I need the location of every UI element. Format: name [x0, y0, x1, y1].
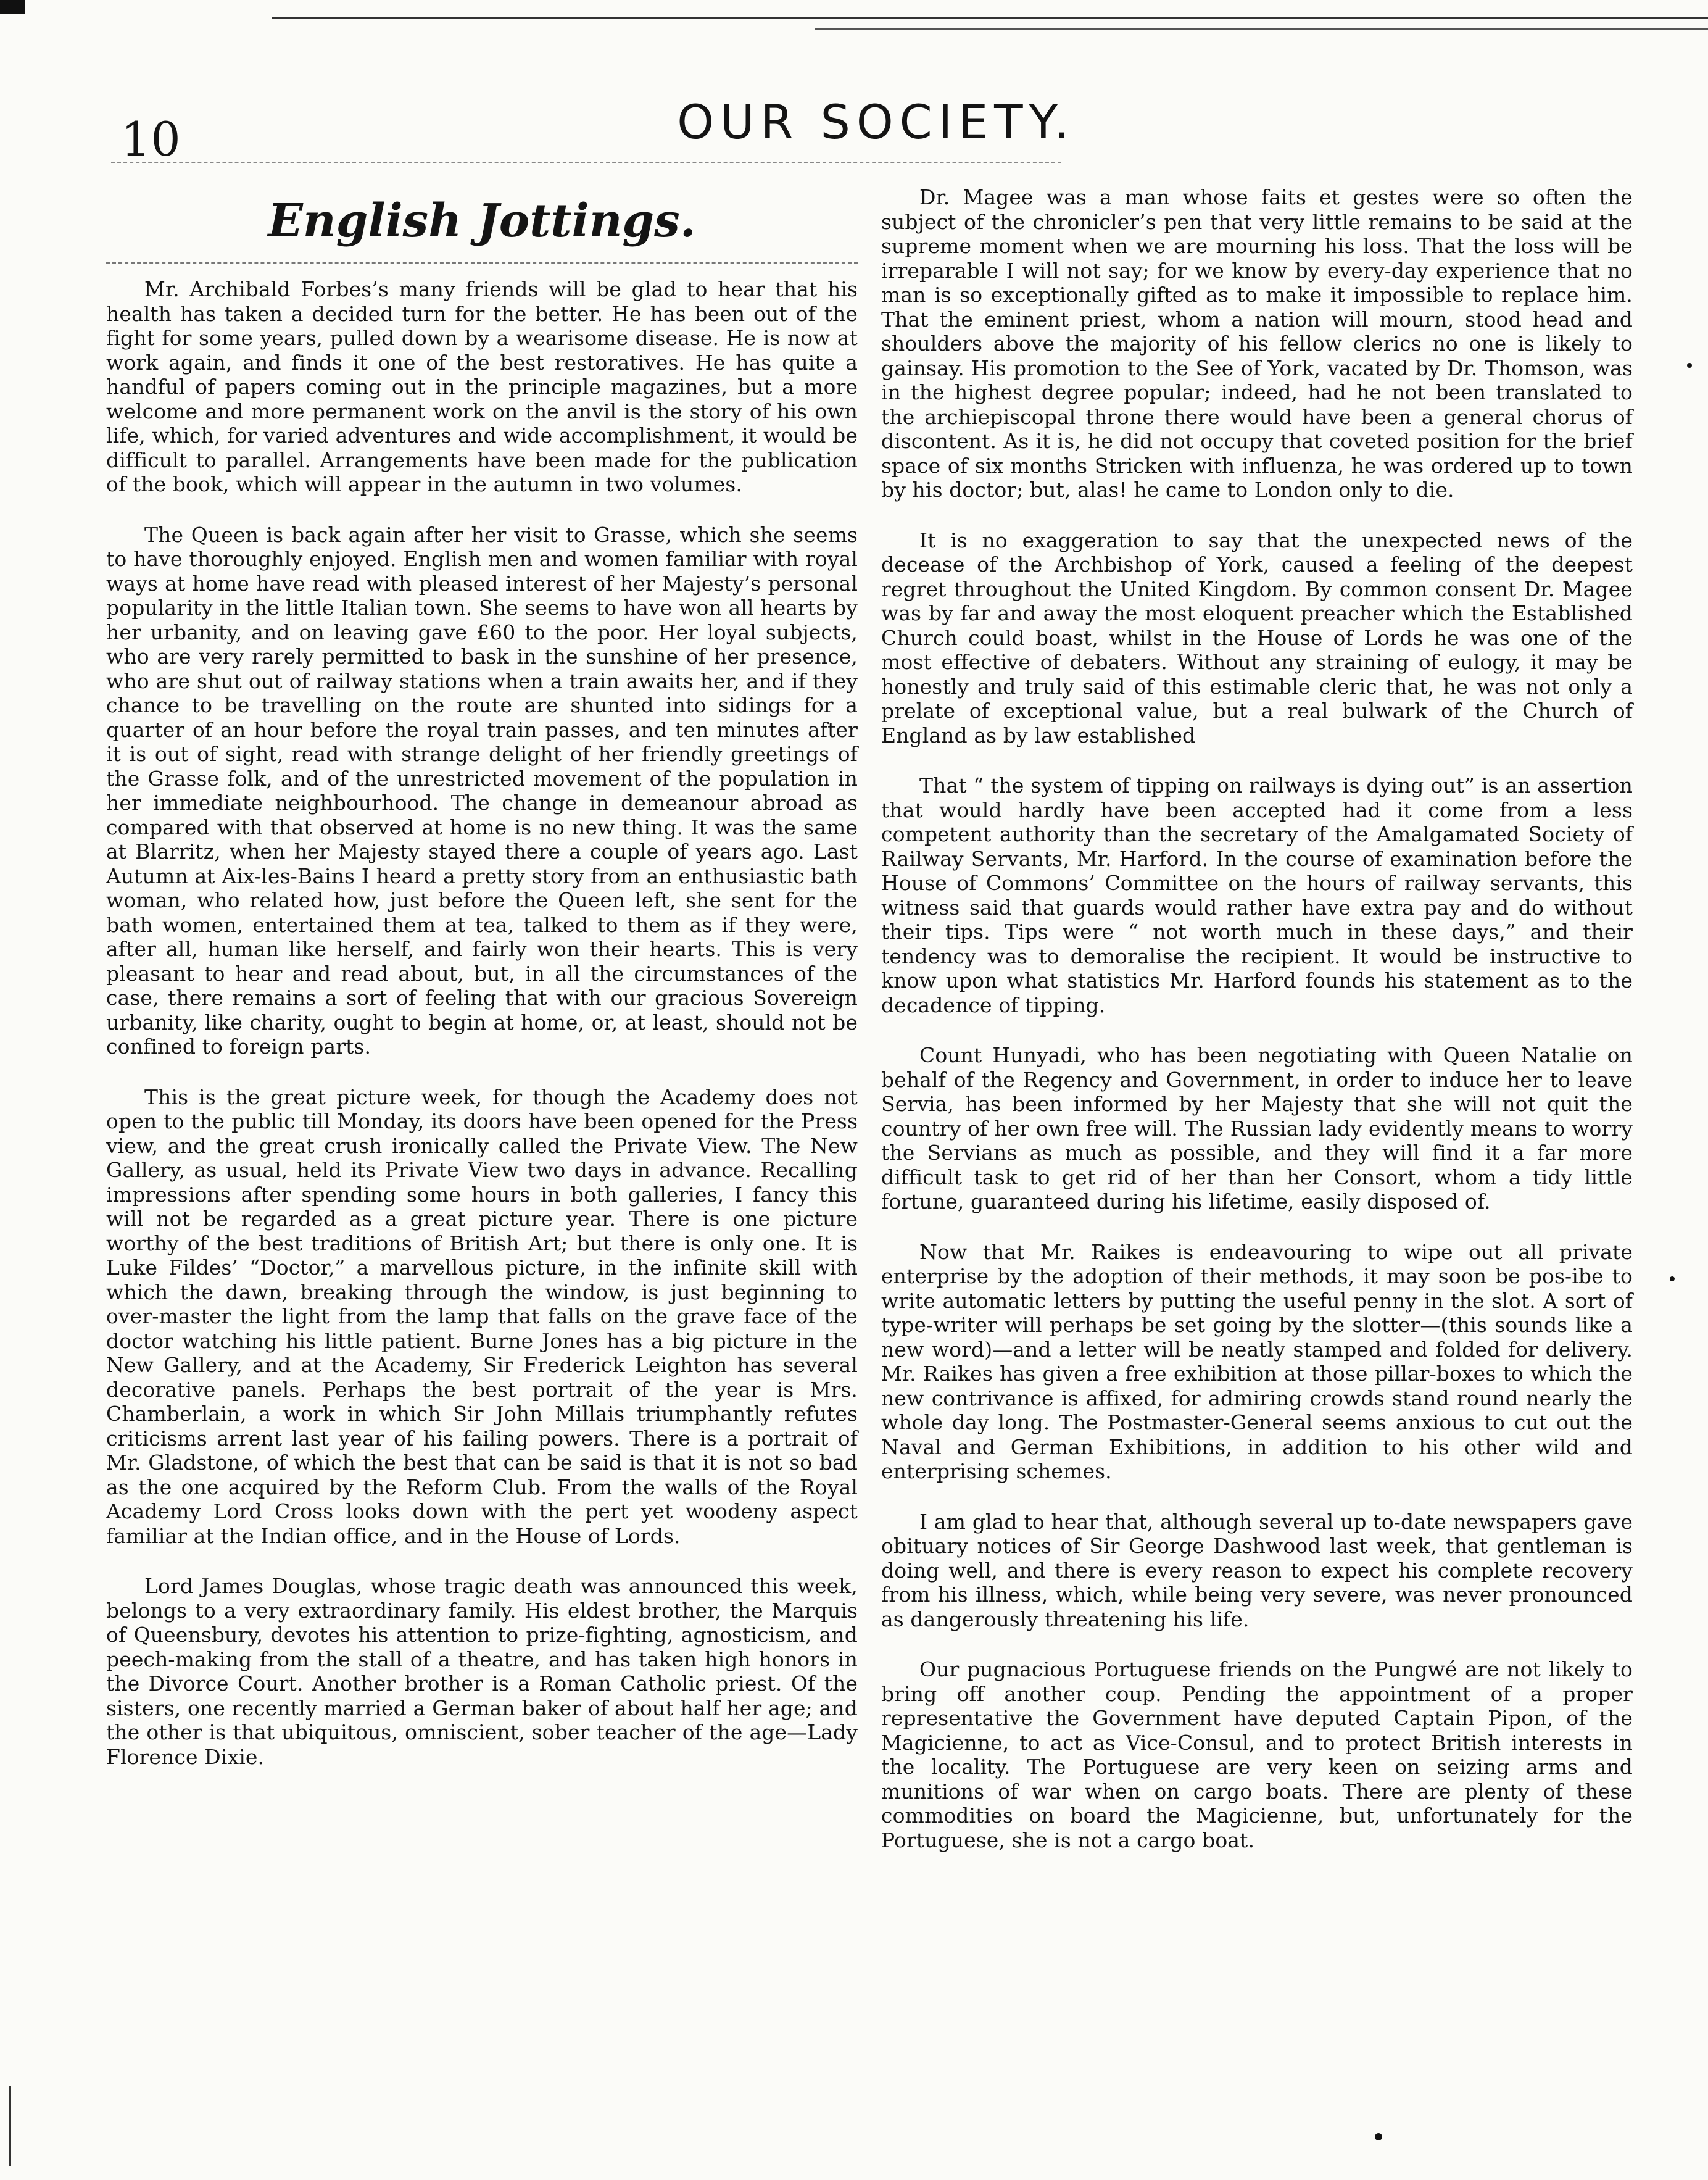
top-rule: [272, 17, 1708, 19]
paragraph: The Queen is back again after her visit to Grasse, which she seems to have thoroughly enjoyed. English men and women familiar with royal ways at home have read with pleased interest of her Majesty’s personal popularity in the little Italian town. She seems to have won all hearts by her urbanity, and on leaving gave £60 to the poor. Her loyal subjects, who are very rarely permitted to bask in the sunshine of her presence, who are shut out of railway stations when a train awaits her, and if they chance to be travelling on the route are shunted into sidings for a quarter of an hour before the royal train passes, and ten minutes after it is out of sight, read with strange delight of her friendly greetings of the Grasse folk, and of the unrestricted movement of the population in her immediate neighbourhood. The change in demeanour abroad as compared with that observed at home is no new thing. It was the same at Blarritz, when her Majesty stayed there a couple of years ago. Last Autumn at Aix-les-Bains I heard a pretty story from an enthusiastic bath woman, who related how, just before the Queen left, she sent for the bath women, entertained them at tea, talked to them as if they were, after all, human like herself, and fairly won their hearts. This is very pleasant to hear and read about, but, in all the circumstances of the case, there remains a sort of feeling that with our gracious Sovereign urbanity, like charity, ought to begin at home, or, at least, should not be confined to foreign parts.: [106, 522, 858, 1059]
paragraph: Lord James Douglas, whose tragic death was announced this week, belongs to a very extraordinary family. His eldest brother, the Marquis of Queensbury, devotes his attention to prize-fighting, agnosticism, and peech-making from the stall of a theatre, and has taken high honors in the Divorce Court. Another brother is a Roman Catholic priest. Of the sisters, one recently married a German baker of about half her age; and the other is that ubiquitous, omniscient, sober teacher of the age—Lady Florence Dixie.: [106, 1574, 858, 1769]
margin-mark: [9, 2086, 11, 2166]
paragraph: It is no exaggeration to say that the unexpected news of the decease of the Archbishop of York, caused a feeling of the deepest regret throughout the United Kingdom. By common consent Dr. Magee was by far and away the most eloquent preacher which the Established Church could boast, whilst in the House of Lords he was one of the most effective of debaters. Without any straining of eulogy, it may be honestly and truly said of this estimable cleric that, he was not only a prelate of exceptional value, but a real bulwark of the Church of England as by law established: [881, 528, 1633, 747]
paragraph: Count Hunyadi, who has been negotiating with Queen Natalie on behalf of the Regency and Government, in order to induce her to leave Servia, has been informed by her Majesty that she will not quit the country of her own free will. The Russian lady evidently means to worry the Servians as much as possible, and they will find it a far more difficult task to get rid of her than her Consort, whom a tidy little fortune, guaranteed during his lifetime, easily disposed of.: [881, 1043, 1633, 1213]
paragraph: That “ the system of tipping on railways is dying out” is an assertion that would hardly have been accepted had it come from a less competent authority than the secretary of the Amalgamated Society of Railway Servants, Mr. Harford. In the course of examination before the House of Commons’ Committee on the hours of railway servants, this witness said that guards would rather have extra pay and do without their tips. Tips were “ not worth much in these days,” and their tendency was to demoralise the recipient. It would be instructive to know upon what statistics Mr. Harford founds his statement as to the decadence of tipping.: [881, 773, 1633, 1017]
paragraph: This is the great picture week, for though the Academy does not open to the public till Monday, its doors have been opened for the Press view, and the great crush ironically called the Private View. The New Gallery, as usual, held its Private View two days in advance. Recalling impressions after spending some hours in both galleries, I fancy this will not be regarded as a great picture year. There is one picture worthy of the best traditions of British Art; but there is only one. It is Luke Fildes’ “Doctor,” a marvellous picture, in the infinite skill with which the dawn, breaking through the window, is just beginning to over-master the light from the lamp that falls on the grave face of the doctor watching his little patient. Burne Jones has a big picture in the New Gallery, and at the Academy, Sir Frederick Leighton has several decorative panels. Perhaps the best portrait of the year is Mrs. Chamberlain, a work in which Sir John Millais triumphantly refutes criticisms arrent last year of his failing powers. There is a portrait of Mr. Gladstone, of which the best that can be said is that it is not so bad as the one acquired by the Reform Club. From the walls of the Royal Academy Lord Cross looks down with the pert yet woodeny aspect familiar at the Indian office, and in the House of Lords.: [106, 1084, 858, 1548]
title-rule: [106, 262, 858, 264]
page-number: 10: [121, 112, 181, 167]
stray-ink-mark: [1687, 363, 1692, 368]
paragraph: Now that Mr. Raikes is endeavouring to wipe out all private enterprise by the adoption of their methods, it may soon be pos-ibe to write automatic letters by putting the useful penny in the slot. A sort of type-writer will perhaps be set going by the slotter—(this sounds like a new word)—and a letter will be neatly stamped and folded for delivery. Mr. Raikes has given a free exhibition at those pillar-boxes to which the new contrivance is affixed, for admiring crowds stand round nearly the whole day long. The Postmaster-General seems anxious to cut out the Naval and German Exhibitions, in addition to his other wild and enterprising schemes.: [881, 1239, 1633, 1483]
left-column: [106, 185, 858, 1795]
publication-title: OUR SOCIETY.: [677, 94, 1076, 149]
paragraph: Our pugnacious Portuguese friends on the Pungwé are not likely to bring off another coup. Pending the appointment of a proper representative the Government have deputed Captain Pipon, of the Magicienne, to act as Vice-Consul, and to protect British interests in the locality. The Portuguese are very keen on seizing arms and munitions of war when on cargo boats. There are plenty of these commodities on board the Magicienne, but, unfortunately for the Portuguese, she is not a cargo boat.: [881, 1657, 1633, 1852]
header-underline: [111, 162, 1061, 163]
print-corner-mark: [0, 0, 25, 14]
article-title: English Jottings.: [268, 194, 696, 248]
stray-ink-mark: [1670, 1276, 1675, 1281]
right-column: [881, 185, 1633, 1878]
paragraph: I am glad to hear that, although several up to-date newspapers gave obituary notices of Sir George Dashwood last week, that gentleman is doing well, and there is every reason to expect his complete recovery from his illness, which, while being very severe, was never pronounced as dangerously threatening his life.: [881, 1509, 1633, 1631]
stray-ink-mark: [1375, 2133, 1382, 2140]
paragraph: Dr. Magee was a man whose faits et gestes were so often the subject of the chronicler’s pen that very little remains to be said at the supreme moment when we are mourning his loss. That the loss will be irreparable I will not say; for we know by every-day experience that no man is so exceptionally gifted as to make it impossible to replace him. That the eminent priest, whom a nation will mourn, stood head and shoulders above the majority of his fellow clerics no one is likely to gainsay. His promotion to the See of York, vacated by Dr. Thomson, was in the highest degree popular; indeed, had he not been translated to the archiepiscopal throne there would have been a general chorus of discontent. As it is, he did not occupy that coveted position for the brief space of six months Stricken with influenza, he was ordered up to town by his doctor; but, alas! he came to London only to die.: [881, 185, 1633, 502]
top-rule-thin: [815, 28, 1708, 30]
paragraph: Mr. Archibald Forbes’s many friends will be glad to hear that his health has taken a decided turn for the better. He has been out of the fight for some years, pulled down by a wearisome disease. He is now at work again, and finds it one of the best restoratives. He has quite a handful of papers coming out in the principle magazines, but a more welcome and more permanent work on the anvil is the story of his own life, which, for varied adventures and wide accomplishment, it would be difficult to parallel. Arrangements have been made for the publication of the book, which will appear in the autumn in two volumes.: [106, 277, 858, 497]
